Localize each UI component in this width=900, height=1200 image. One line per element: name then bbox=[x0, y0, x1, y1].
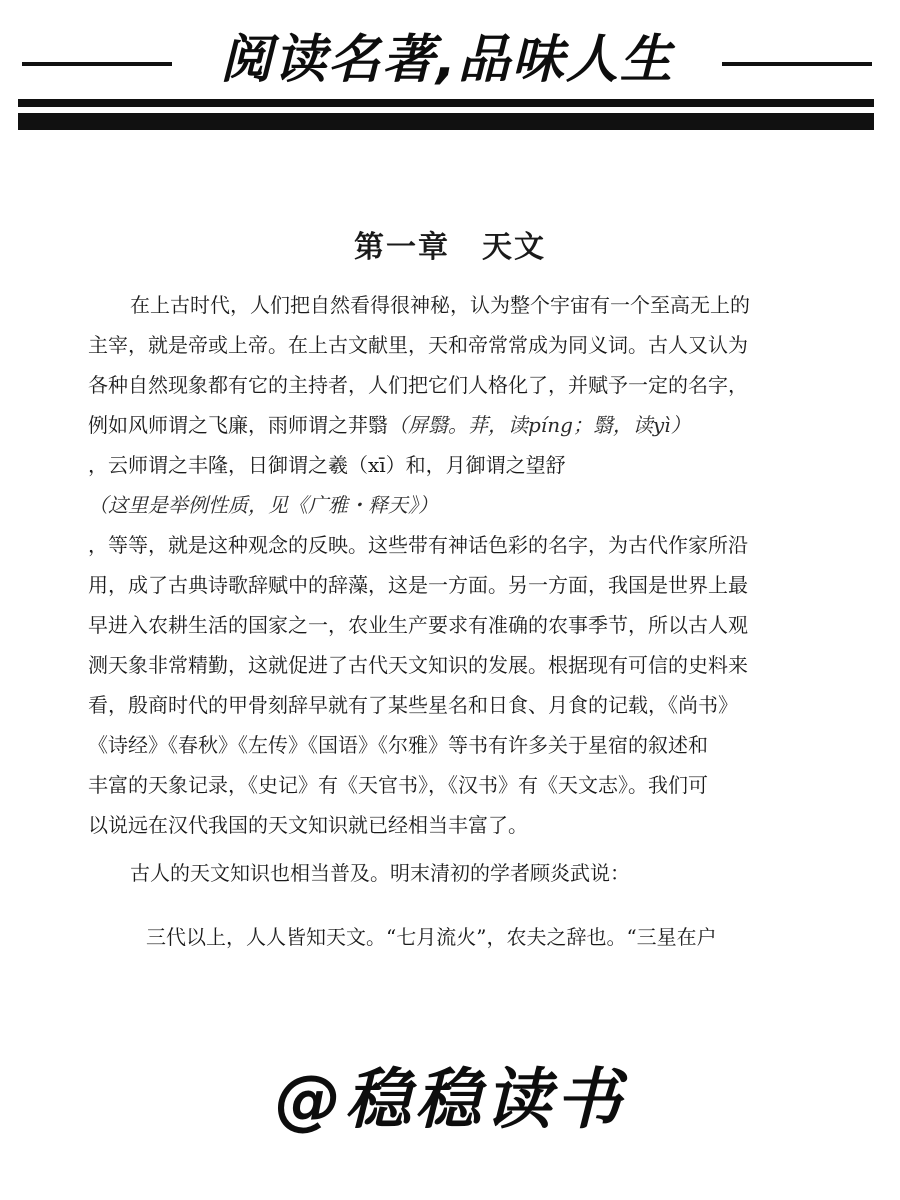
paragraph-line: 用，成了古典诗歌辞赋中的辞藻，这是一方面。另一方面，我国是世界上最 bbox=[88, 573, 748, 597]
footer-watermark: @稳稳读书 bbox=[275, 1061, 625, 1138]
header-left-line bbox=[22, 62, 172, 66]
paragraph-gap bbox=[88, 845, 818, 853]
paragraph-line: 主宰，就是帝或上帝。在上古文献里，天和帝常常成为同义词。古人又认为 bbox=[88, 333, 748, 357]
paragraph-line: ，云师谓之丰隆，日御谓之羲（xī）和，月御谓之望舒 bbox=[88, 453, 566, 477]
chapter-title: 第一章 天文 bbox=[354, 230, 546, 265]
paragraph-gap bbox=[88, 893, 818, 917]
paragraph-line: 早进入农耕生活的国家之一，农业生产要求有准确的农事季节，所以古人观 bbox=[88, 613, 748, 637]
paragraph-line: 在上古时代，人们把自然看得很神秘，认为整个宇宙有一个至高无上的 bbox=[130, 293, 750, 317]
paragraph-line: 看，殷商时代的甲骨刻辞早就有了某些星名和日食、月食的记载，《尚书》 bbox=[88, 693, 738, 717]
paragraph-text: 例如风师谓之飞廉，雨师谓之荓翳 bbox=[88, 413, 388, 437]
paragraph-line: 《诗经》《春秋》《左传》《国语》《尔雅》等书有许多关于星宿的叙述和 bbox=[88, 733, 708, 757]
inline-note: （这里是举例性质，见《广雅・释天》） bbox=[88, 493, 438, 517]
paragraph-line bbox=[88, 405, 818, 445]
paragraph-line: 测天象非常精勤，这就促进了古代天文知识的发展。根据现有可信的史料来 bbox=[88, 653, 748, 677]
paragraph-line: ，等等，就是这种观念的反映。这些带有神话色彩的名字，为古代作家所沿 bbox=[88, 533, 748, 557]
header-right-line bbox=[722, 62, 872, 66]
header-title: 阅读名著,品味人生 bbox=[220, 30, 674, 90]
block-quote: 三代以上，人人皆知天文。“七月流火”，农夫之辞也。“三星在户 bbox=[146, 925, 717, 949]
paragraph-line: 各种自然现象都有它的主持者，人们把它们人格化了，并赋予一定的名字， bbox=[88, 373, 748, 397]
paragraph-line: 古人的天文知识也相当普及。明末清初的学者顾炎武说： bbox=[130, 861, 630, 885]
chapter-body bbox=[88, 285, 818, 957]
paragraph-line: 以说远在汉代我国的天文知识就已经相当丰富了。 bbox=[88, 813, 528, 837]
header-thick-rule bbox=[18, 113, 874, 130]
header-thin-rule bbox=[18, 99, 874, 107]
paragraph-line: 丰富的天象记录，《史记》有《天官书》，《汉书》有《天文志》。我们可 bbox=[88, 773, 708, 797]
header-banner bbox=[0, 0, 900, 140]
inline-note: （屏翳。荓，读píng；翳，读yì） bbox=[388, 413, 691, 437]
